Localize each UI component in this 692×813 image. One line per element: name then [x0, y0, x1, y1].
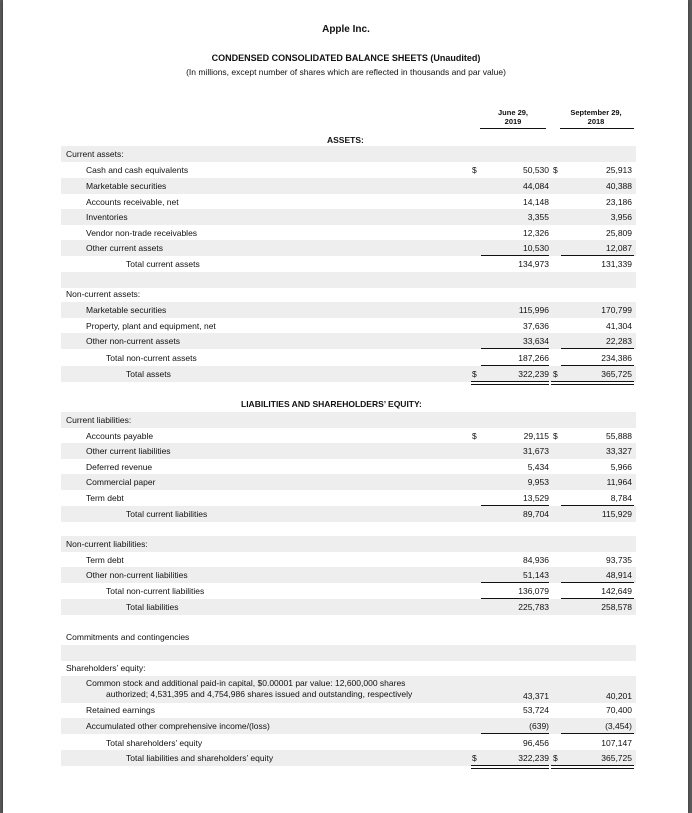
table-row: Accounts payable $ 29,115 $ 55,888	[86, 431, 632, 441]
table-row: Common stock and additional paid-in capital, $0.00001 par value: 12,600,000 shares authorized; 4,531,395 and 4,754,986 shares issued and outstanding, respectively 43,371 40,201	[61, 676, 636, 703]
double-rule	[551, 384, 634, 385]
statement-subtitle: (In millions, except number of shares which are reflected in thousands and par value)	[186, 67, 506, 77]
table-row: Marketable securities 115,996 170,799	[61, 302, 636, 318]
table-row: Current liabilities:	[61, 412, 636, 428]
table-row: Accumulated other comprehensive income/(loss) (639) (3,454)	[61, 718, 636, 734]
table-row: Commercial paper 9,953 11,964	[61, 474, 636, 490]
table-row: Total non-current liabilities 136,079 142,649	[61, 583, 636, 599]
table-row: Shareholders’ equity:	[66, 663, 146, 673]
section-assets-header: ASSETS:	[327, 135, 364, 145]
statement-title: CONDENSED CONSOLIDATED BALANCE SHEETS (Unaudited)	[211, 53, 481, 63]
table-row: Vendor non-trade receivables 12,326 25,809	[86, 228, 632, 238]
table-row: Retained earnings 53,724 70,400	[86, 705, 632, 715]
subtotal-rule	[561, 348, 634, 349]
total-rule	[551, 765, 634, 766]
table-row: Total liabilities and shareholders’ equity $ 322,239 $ 365,725	[61, 750, 636, 766]
company-name: Apple Inc.	[322, 24, 370, 35]
table-row: Inventories 3,355 3,956	[61, 209, 636, 225]
column-header-june-2019: June 29, 2019	[497, 108, 528, 126]
column-header-rule	[480, 128, 546, 129]
table-row: Commitments and contingencies	[66, 632, 190, 642]
table-row: Other current liabilities 31,673 33,327	[61, 443, 636, 459]
table-row: Total liabilities 225,783 258,578	[61, 599, 636, 615]
column-header-sept-2018: September 29, 2018	[570, 108, 622, 126]
table-row: Non-current liabilities:	[61, 536, 636, 552]
table-row: Total assets $ 322,239 $ 365,725	[61, 366, 636, 382]
total-rule	[471, 765, 549, 766]
table-row: Accounts receivable, net 14,148 23,186	[86, 197, 632, 207]
table-row: Total non-current assets 187,266 234,386	[61, 350, 636, 366]
table-row: Current assets:	[61, 146, 636, 162]
double-rule	[551, 768, 634, 769]
double-rule	[471, 768, 549, 769]
column-header-rule	[560, 128, 634, 129]
table-row: Other non-current liabilities 51,143 48,914	[61, 567, 636, 583]
table-row: Term debt 13,529 8,784	[61, 490, 636, 506]
table-row: Total shareholders’ equity 96,456 107,147	[61, 735, 636, 751]
double-rule	[471, 384, 549, 385]
total-rule	[471, 381, 549, 382]
subtotal-rule	[481, 733, 549, 734]
table-row: Other current assets 10,530 12,087	[61, 240, 636, 256]
section-liabilities-header: LIABILITIES AND SHAREHOLDERS’ EQUITY:	[241, 399, 422, 409]
spacer-row	[61, 645, 636, 661]
table-row: Term debt 84,936 93,735	[86, 555, 632, 565]
table-row: Marketable securities 44,084 40,388	[61, 178, 636, 194]
table-row: Total current assets 134,973 131,339	[126, 259, 632, 269]
subtotal-rule	[561, 733, 634, 734]
table-row: Cash and cash equivalents $ 50,530 $ 25,913	[86, 165, 632, 175]
table-row: Total current liabilities 89,704 115,929	[61, 506, 636, 522]
table-row: Deferred revenue 5,434 5,966	[86, 462, 632, 472]
subtotal-rule	[481, 348, 549, 349]
total-rule	[551, 381, 634, 382]
table-row: Non-current assets:	[66, 289, 141, 299]
table-row: Other non-current assets 33,634 22,283	[61, 333, 636, 349]
table-row: Property, plant and equipment, net 37,636 41,304	[86, 321, 632, 331]
